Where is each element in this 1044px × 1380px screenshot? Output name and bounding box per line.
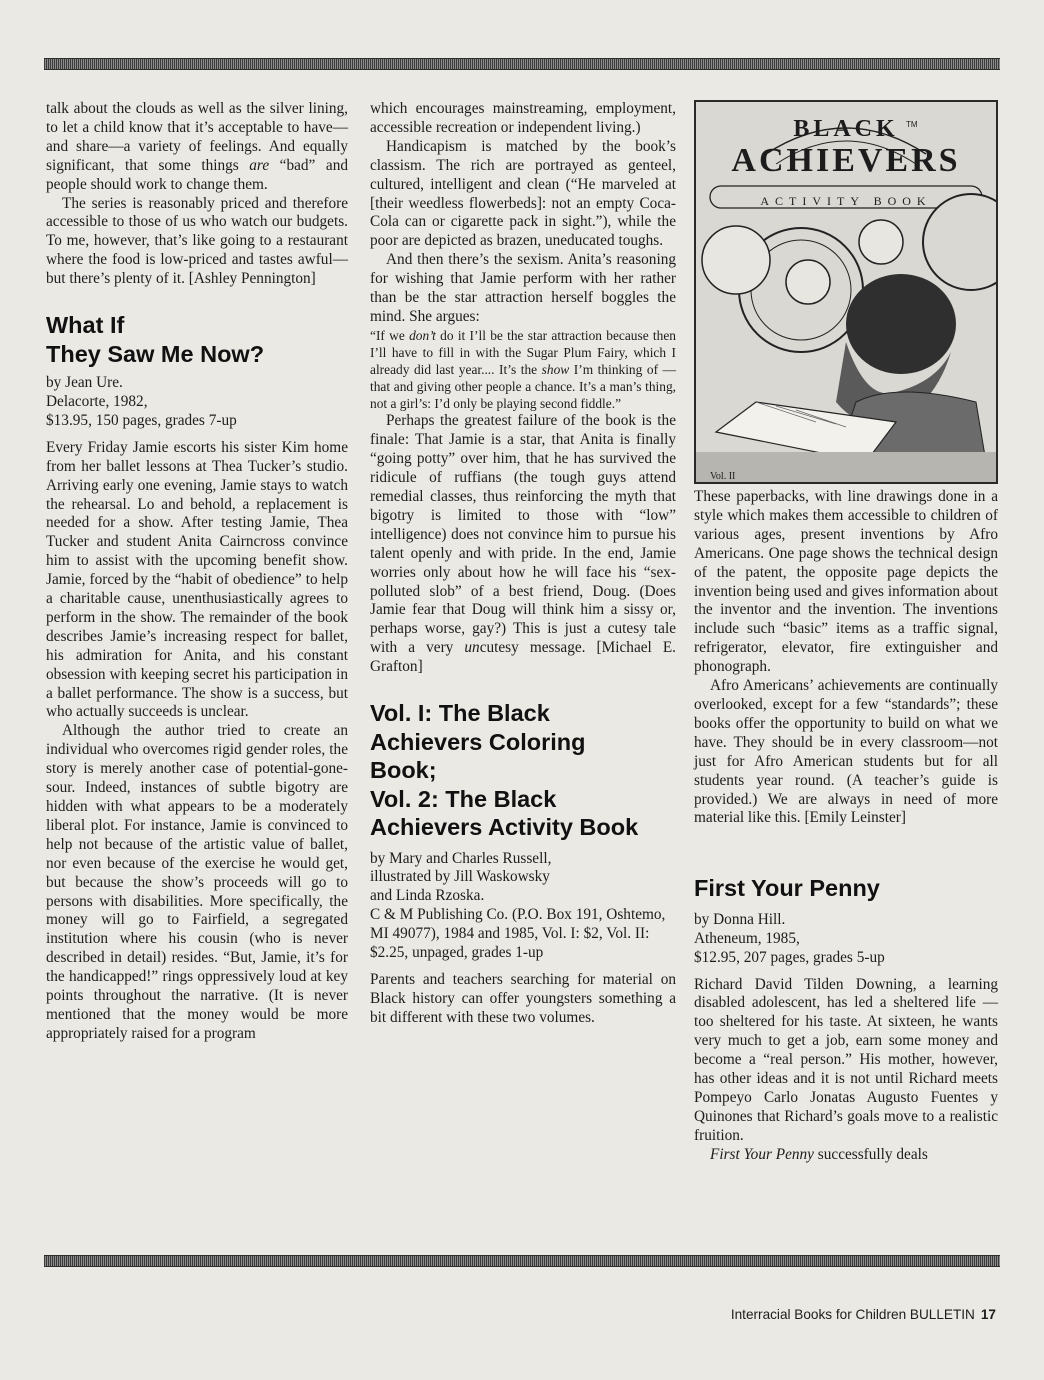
paragraph: Handicapism is matched by the book’s classism. The rich are portrayed as genteel, cultured, intelligent and clean (“He marveled at [their weedless flowerbeds]: not an empty Coca-Cola can or cigarette pack in sight.”), while the poor are depicted as brazen, uneducated toughs.: [370, 137, 676, 250]
column-1: [46, 100, 348, 1044]
paragraph: which encourages mainstreaming, employment, accessible recreation or independent living.): [370, 100, 676, 136]
paragraph: And then there’s the sexism. Anita’s reasoning for wishing that Jamie perform with her rather than be the star attraction herself boggles the mind. She argues:: [370, 251, 676, 325]
bottom-rule: [44, 1255, 1000, 1267]
review-publisher: Delacorte, 1982,: [46, 392, 148, 410]
paragraph: Perhaps the greatest failure of the book is the finale: That Jamie is a star, that Anita is finally “going potty” over him, that he has survived the ridicule of ruffians (the tough guys attend remedial classes, thus reinforcing the myth that bigotry is limited to those with “low” intelligence) does not convince him to pursue his talent openly and with pride. In the end, Jamie worries only about how he will face his “sex-polluted slob” of a best friend, Doug. (Does Jamie fear that Doug will think him a sissy or, perhaps worse, gay?) This is just a cutesy tale with a very uncutesy message. [Michael E. Grafton]: [370, 412, 677, 676]
page-footer: [731, 1307, 996, 1322]
block-quote: “If we don’t do it I’ll be the star attraction because then I’ll have to fill in with the Sugar Plum Fairy, which I already did last year.... It’s the show I’m thinking of — that and giving other people a chance. It’s a man’s thing, not a girl’s: I’d only be playing second fiddle.”: [370, 327, 676, 412]
publication-name: Interracial Books for Children BULLETIN: [730, 1307, 975, 1322]
review-publisher: Atheneum, 1985,: [694, 929, 800, 947]
review-price: $13.95, 150 pages, grades 7-up: [46, 411, 237, 429]
column-2: [370, 100, 676, 1028]
paragraph: talk about the clouds as well as the silver lining, to let a child know that it’s acceptable to have—and share—a variety of feelings. And equally significant, that some things are “bad” and people should work to change them.: [46, 100, 348, 193]
review-author: by Donna Hill.: [694, 910, 786, 928]
paragraph: The series is reasonably priced and therefore accessible to those of us who watch our budgets. To me, however, that’s like going to a restaurant where the food is low-priced and tastes awful—but there’s plenty of it. [Ashley Pennington]: [46, 194, 348, 288]
paragraph: Although the author tried to create an individual who overcomes rigid gender roles, the story is merely another case of potential-gone-sour. Indeed, instances of subtle bigotry are hidden with what appears to be a moderately liberal plot. For instance, Jamie is convinced to help not because of the artistic value of ballet, nor even because of the exercise he would get, but because the show’s proceeds will go to persons with disabilities. More specifically, the money will go to Fairfield, a segregated institution where his cousin (who is never described in detail) resides. “But, Jamie, it’s for the handicapped!” rings oppressively loud at key points throughout the narrative. (It is never mentioned that the money would be more appropriately raised for a program: [46, 722, 348, 1042]
cover-word-achievers: ACHIEVERS: [731, 142, 961, 179]
column-3: [694, 100, 998, 1165]
review-title: What If They Saw Me Now?: [46, 312, 265, 367]
paragraph: These paperbacks, with line drawings done in a style which makes them accessible to children of various ages, present inventions by Afro Americans. One page shows the technical design of the patent, the opposite page depicts the invention being used and gives information about the inventor and the invention. The inventions include such “basic” items as a traffic signal, refrigerator, elevator, fire extinguisher and phonograph.: [694, 488, 998, 676]
review-price: $12.95, 207 pages, grades 5-up: [694, 948, 885, 966]
page-number: 17: [980, 1307, 996, 1322]
paragraph: Parents and teachers searching for material on Black history can offer youngsters something a bit different with these two volumes.: [370, 970, 676, 1026]
review-author: by Mary and Charles Russell, illustrated by Jill Waskowsky and Linda Rzoska.: [370, 849, 552, 905]
trademark-symbol: TM: [906, 120, 918, 129]
review-title: First Your Penny: [694, 875, 880, 902]
paragraph: First Your Penny successfully deals: [710, 1145, 928, 1163]
paragraph: Every Friday Jamie escorts his sister Kim home from her ballet lessons at Thea Tucker’s studio. Arriving early one evening, Jamie stays to watch the rehearsal. Lo and behold, a replacement is needed for a show. After testing Jamie, Thea Tucker and student Anita Cairncross convince him to assist with the upcoming benefit show. Jamie, forced by the “habit of obedience” to help a charitable cause, unenthusiastically agrees to perform in the show. The remainder of the book describes Jamie’s increasing respect for ballet, his admiration for Anita, and his constant obsession with keeping secret his participation in a ballet performance. The show is a success, but who actually succeeds is unclear.: [46, 438, 348, 721]
cover-volume: Vol. II: [710, 471, 736, 482]
top-rule: [44, 58, 1000, 70]
cover-subtitle: ACTIVITY BOOK: [760, 194, 932, 208]
paragraph: Richard David Tilden Downing, a learning disabled adolescent, has led a sheltered life — too sheltered for his taste. At sixteen, he wants very much to get a job, earn some money and become a “real person.” His mother, however, has other ideas and it is not until Richard meets Pompeyo Carlo Jonatas Augusto Fuentes y Quinones that Richard’s goals move to a realistic fruition.: [694, 975, 998, 1144]
review-author: by Jean Ure.: [46, 374, 123, 392]
review-publisher: C & M Publishing Co. (P.O. Box 191, Oshtemo, MI 49077), 1984 and 1985, Vol. I: $2, Vol. II: $2.25, unpaged, grades 1-up: [370, 906, 666, 962]
book-cover-illustration: [694, 100, 998, 484]
review-title: Vol. I: The Black Achievers Coloring Book; Vol. 2: The Black Achievers Activity Book: [370, 700, 639, 841]
paragraph: Afro Americans’ achievements are continually overlooked, except for a few “standards”; these books offer the opportunity to build on what we have. They should be in every classroom—not just for Afro American students but for all students year round. (A teacher’s guide is provided.) We are always in need of more material like this. [Emily Leinster]: [694, 677, 998, 827]
cover-word-black: BLACK: [793, 116, 899, 142]
